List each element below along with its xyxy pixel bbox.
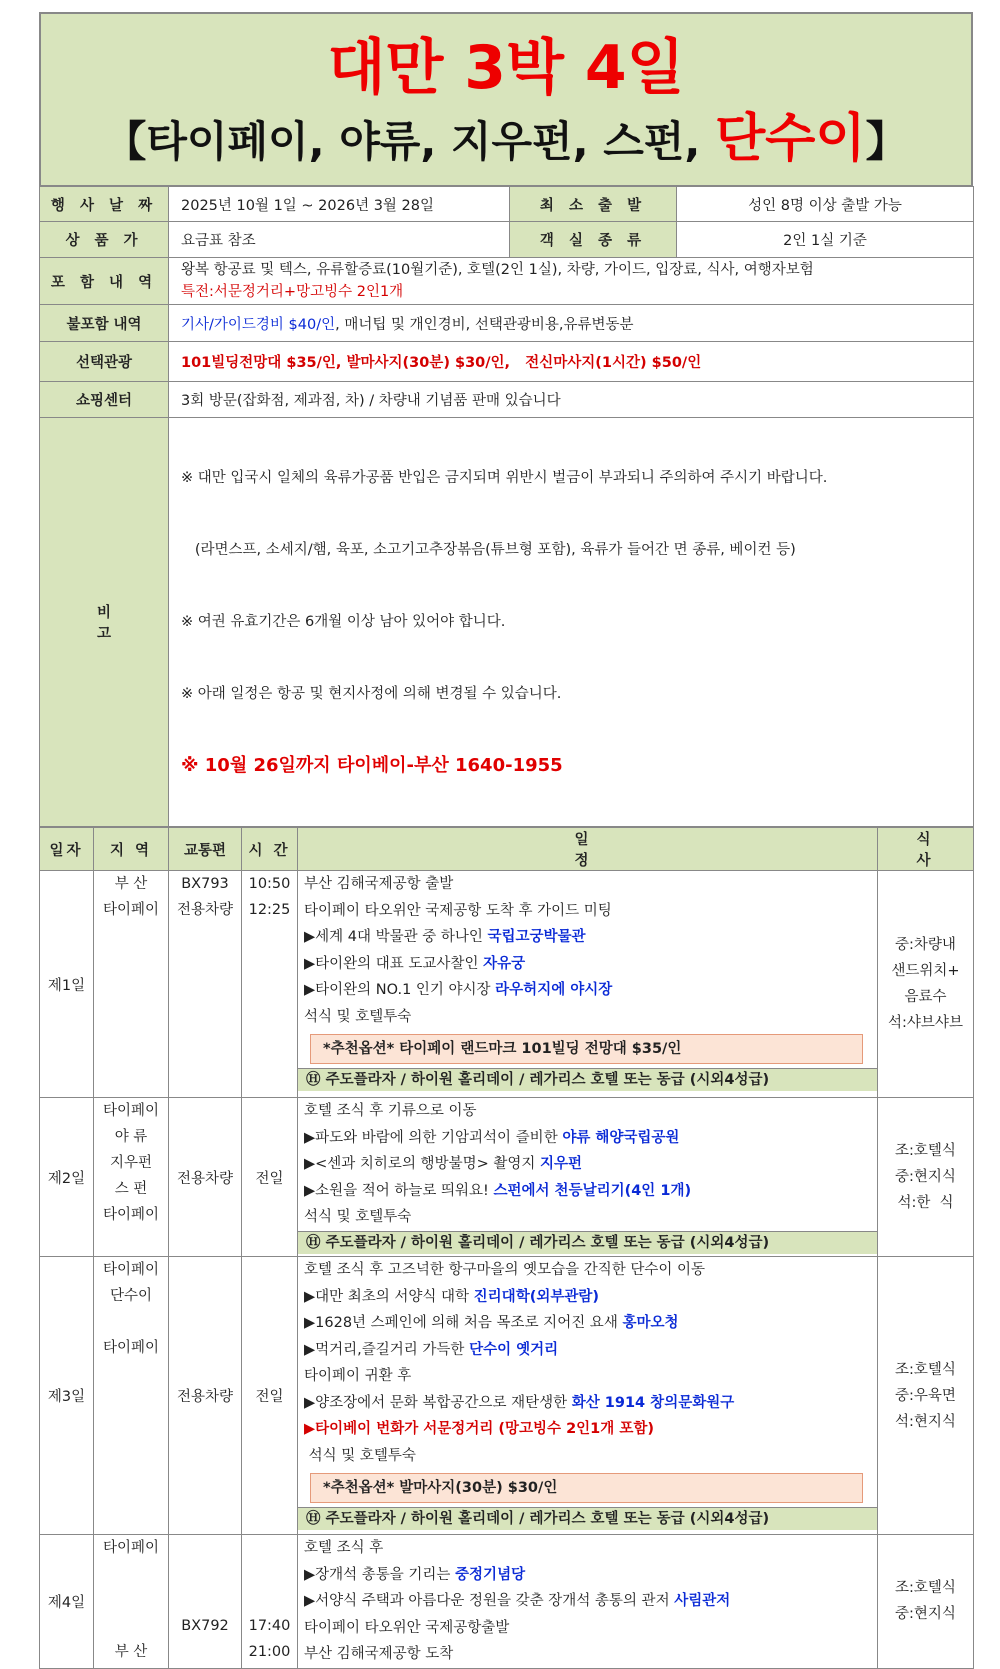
date-value: 2025년 10월 1일 ~ 2026년 3월 28일 (169, 187, 510, 222)
included-value (169, 258, 974, 305)
room-type-label: 객 실 종 류 (510, 222, 677, 258)
day-areas (94, 1098, 169, 1257)
day-areas (94, 1535, 169, 1669)
hotel-info (298, 1231, 877, 1254)
header-day: 일자 (40, 828, 94, 871)
info-row-price (40, 222, 974, 258)
note-line: ※ 대만 입국시 일체의 육류가공품 반입은 금지되며 위반시 벌금이 부과되니 주의하여 주시기 바랍니다. (181, 470, 828, 486)
day-times (242, 871, 298, 1098)
itinerary-line: ▶1628년 스페인에 의해 처음 목조로 지어진 요새 홍마오청 (304, 1315, 679, 1331)
day-transport (169, 871, 242, 1098)
attraction-name: 지우펀 (539, 1156, 583, 1172)
itinerary-line: 호텔 조식 후 (304, 1540, 384, 1556)
header-meals: 식 사 (878, 828, 974, 871)
transport-mode: 전용차량 (176, 902, 234, 918)
options-value: 101빌딩전망대 $35/인, 발마사지(30분) $30/인, 전신마사지(1시간) $50/인 (169, 342, 974, 382)
itinerary-line: 석식 및 호텔투숙 (304, 1008, 412, 1025)
meal-item: 중:현지식 (895, 1606, 956, 1623)
meal-item: 중:우육면 (895, 1387, 956, 1404)
day-itinerary (298, 1098, 878, 1257)
included-special: 특전:서문정거리+망고빙수 2인1개 (181, 284, 404, 300)
day-label: 제3일 (40, 1257, 94, 1535)
area-name: 타이페이 (102, 1340, 160, 1356)
time-value: 21:00 (248, 1644, 291, 1660)
itinerary-line: ▶소원을 적어 하늘로 띄워요! 스펀에서 천등날리기(4인 1개) (304, 1182, 692, 1199)
hotel-names: 주도플라자 / 하이원 홀리데이 / 레가리스 호텔 또는 동급 (시외4성급) (325, 1511, 770, 1527)
attraction-name: 중정기념당 (455, 1566, 526, 1583)
day-times (242, 1535, 298, 1669)
meal-item: 중:차량내 (895, 937, 956, 953)
date-label: 행 사 날 짜 (40, 187, 169, 222)
itinerary-line: ▶세계 4대 박물관 중 하나인 국립고궁박물관 (304, 929, 586, 945)
day-time: 전일 (242, 1257, 298, 1535)
day-row-3 (40, 1257, 974, 1535)
hotel-info (298, 1068, 877, 1091)
time-value: 12:25 (248, 902, 291, 918)
day-meals (878, 1257, 974, 1535)
excluded-guide-fee: 기사/가이드경비 $40/인 (181, 316, 336, 333)
itinerary-line: ▶타이완의 대표 도교사찰인 자유궁 (304, 955, 526, 972)
meal-item: 중:현지식 (895, 1169, 956, 1185)
note-line: ※ 아래 일정은 항공 및 현지사정에 의해 변경될 수 있습니다. (181, 686, 562, 702)
sub-title-highlight: 단수이 (714, 109, 866, 169)
day-label: 제2일 (40, 1098, 94, 1257)
info-row-included (40, 258, 974, 305)
itinerary-line: 호텔 조식 후 기류으로 이동 (304, 1103, 477, 1119)
day-label: 제1일 (40, 871, 94, 1098)
info-row-excluded (40, 305, 974, 342)
day-meals (878, 871, 974, 1098)
area-name: 타이페이 (102, 1103, 160, 1119)
sub-title-cities: 【타이페이, 야류, 지우펀, 스펀, (104, 117, 715, 166)
itinerary-line: ▶먹거리,즐길거리 가득한 단수이 옛거리 (304, 1341, 559, 1358)
info-row-notes (40, 418, 974, 827)
note-line: ※ 여권 유효기간은 6개월 이상 남아 있어야 합니다. (181, 614, 506, 630)
header-area: 지 역 (94, 828, 169, 871)
meal-item: 조:호텔식 (895, 1143, 956, 1159)
itinerary-line: 타이페이 타오위안 국제공항 도착 후 가이드 미팅 (304, 902, 612, 919)
hotel-symbol-icon: Ⓗ (306, 1511, 321, 1527)
area-name: 타이페이 (102, 1262, 160, 1278)
day-row-2 (40, 1098, 974, 1257)
attraction-name: 홍마오청 (622, 1315, 679, 1331)
info-row-options (40, 342, 974, 382)
day-transport: 전용차량 (169, 1098, 242, 1257)
shopping-value: 3회 방문(잡화점, 제과점, 차) / 차량내 기념품 판매 있습니다 (169, 382, 974, 418)
flight-code: BX793 (181, 876, 229, 892)
day-time: 전일 (242, 1098, 298, 1257)
meal-item: 조:호텔식 (895, 1580, 956, 1597)
note-line: (라면스프, 소세지/햄, 육포, 소고기고추장볶음(튜브형 포함), 육류가 들어간 면 종류, 베이컨 등) (181, 542, 796, 558)
day-itinerary (298, 871, 878, 1098)
meal-item: 조:호텔식 (895, 1361, 956, 1378)
area-name: 단수이 (109, 1288, 153, 1304)
meal-item: 음료수 (904, 989, 947, 1005)
header-itinerary: 일 정 (298, 828, 878, 871)
note-flight-warning: ※ 10월 26일까지 타이베이-부산 1640-1955 (181, 755, 563, 776)
attraction-name: 진리대학(외부관람) (473, 1288, 599, 1305)
hotel-names: 주도플라자 / 하이원 홀리데이 / 레가리스 호텔 또는 동급 (시외4성급) (325, 1234, 770, 1251)
area-name: 타이페이 (102, 902, 160, 918)
recommended-option: *추천옵션* 발마사지(30분) $30/인 (310, 1473, 863, 1503)
recommended-option: *추천옵션* 타이페이 랜드마크 101빌딩 전망대 $35/인 (310, 1034, 863, 1064)
itinerary-line: 석식 및 호텔투숙 (304, 1209, 412, 1225)
area-name: 부 산 (114, 1644, 148, 1660)
itinerary-line: 타이페이 귀환 후 (304, 1368, 412, 1384)
itinerary-document (39, 12, 973, 1669)
shopping-label: 쇼핑센터 (40, 382, 169, 418)
room-type-value: 2인 1실 기준 (677, 222, 974, 258)
attraction-name: 야류 해양국립공원 (562, 1129, 680, 1146)
itinerary-line: ▶장개석 총통을 기리는 중정기념당 (304, 1566, 526, 1583)
info-row-shopping (40, 382, 974, 418)
itinerary-line: ▶서양식 주택과 아름다운 정원을 갖춘 장개석 총통의 관저 사림관저 (304, 1593, 731, 1609)
itinerary-line: 부산 김해국제공항 도착 (304, 1646, 454, 1662)
itinerary-line: 석식 및 호텔투숙 (304, 1447, 416, 1464)
info-row-date (40, 187, 974, 222)
attraction-name: 단수이 옛거리 (469, 1341, 559, 1358)
notes-label: 비 고 (40, 418, 169, 827)
area-name: 스 펀 (114, 1181, 148, 1197)
day-label: 제4일 (40, 1535, 94, 1669)
header-time: 시 간 (242, 828, 298, 871)
meal-item: 석:한 식 (897, 1195, 954, 1211)
notes-value (169, 418, 974, 827)
itinerary-line: 호텔 조식 후 고즈넉한 항구마을의 옛모습을 간직한 단수이 이동 (304, 1262, 706, 1278)
schedule-header (40, 828, 974, 871)
itinerary-line: ▶대만 최초의 서양식 대학 진리대학(외부관람) (304, 1288, 599, 1305)
itinerary-line: 부산 김해국제공항 출발 (304, 876, 454, 892)
day-areas (94, 1257, 169, 1535)
itinerary-line: ▶<센과 치히로의 행방불명> 촬영지 지우펀 (304, 1156, 583, 1172)
hotel-symbol-icon: Ⓗ (306, 1234, 321, 1251)
time-value: 10:50 (248, 876, 291, 892)
day-transport (169, 1535, 242, 1669)
area-name: 부 산 (114, 876, 148, 892)
day-itinerary (298, 1535, 878, 1669)
day-transport: 전용차량 (169, 1257, 242, 1535)
day-areas (94, 871, 169, 1098)
sub-title (41, 104, 971, 177)
hotel-names: 주도플라자 / 하이원 홀리데이 / 레가리스 호텔 또는 동급 (시외4성급) (325, 1072, 770, 1088)
options-label: 선택관광 (40, 342, 169, 382)
hotel-symbol-icon: Ⓗ (306, 1072, 321, 1088)
price-label: 상 품 가 (40, 222, 169, 258)
schedule-table (39, 827, 974, 1669)
title-banner (39, 12, 973, 186)
area-name: 타이페이 (102, 1540, 160, 1556)
header-transport: 교통편 (169, 828, 242, 871)
itinerary-line: ▶타이완의 NO.1 인기 야시장 라우허지에 야시장 (304, 982, 613, 998)
itinerary-special-line: ▶타이베이 번화가 서문정거리 (망고빙수 2인1개 포함) (304, 1421, 654, 1437)
hotel-info (298, 1507, 877, 1530)
meal-item: 석:샤브샤브 (888, 1015, 963, 1031)
meal-item: 샌드위치+ (891, 963, 960, 979)
time-value: 17:40 (248, 1618, 291, 1634)
itinerary-line: ▶파도와 바람에 의한 기암괴석이 즐비한 야류 해양국립공원 (304, 1129, 680, 1146)
itinerary-line: 타이페이 타오위안 국제공항출발 (304, 1619, 510, 1636)
attraction-name: 라우허지에 야시장 (495, 982, 613, 998)
attraction-name: 화산 1914 창의문화원구 (571, 1394, 735, 1411)
excluded-rest: , 매너팁 및 개인경비, 선택관광비용,유류변동분 (335, 316, 634, 333)
meal-item: 석:현지식 (895, 1413, 956, 1430)
attraction-name: 스펀에서 천등날리기(4인 1개) (493, 1182, 692, 1199)
excluded-label: 불포함 내역 (40, 305, 169, 342)
included-label: 포 함 내 역 (40, 258, 169, 305)
min-depart-value: 성인 8명 이상 출발 가능 (677, 187, 974, 222)
area-name (96, 1309, 166, 1335)
attraction-name: 자유궁 (483, 955, 526, 972)
excluded-value (169, 305, 974, 342)
attraction-name: 국립고궁박물관 (487, 929, 586, 945)
area-name: 야 류 (114, 1129, 148, 1145)
day-itinerary (298, 1257, 878, 1535)
sub-title-close: 】 (865, 117, 908, 166)
day-row-4 (40, 1535, 974, 1669)
info-table (39, 186, 974, 827)
attraction-name: 사림관저 (674, 1593, 731, 1609)
day-row-1 (40, 871, 974, 1098)
area-name: 타이페이 (102, 1207, 160, 1223)
min-depart-label: 최 소 출 발 (510, 187, 677, 222)
main-title: 대만 3박 4일 (327, 33, 685, 103)
day-meals (878, 1535, 974, 1669)
area-name: 지우펀 (109, 1155, 153, 1171)
day-meals (878, 1098, 974, 1257)
itinerary-line: ▶양조장에서 문화 복합공간으로 재탄생한 화산 1914 창의문화원구 (304, 1394, 735, 1411)
flight-code: BX792 (181, 1618, 229, 1634)
included-line: 왕복 항공료 및 텍스, 유류할증료(10월기준), 호텔(2인 1실), 차량, 가이드, 입장료, 식사, 여행자보험 (181, 262, 814, 278)
price-value: 요금표 참조 (169, 222, 510, 258)
